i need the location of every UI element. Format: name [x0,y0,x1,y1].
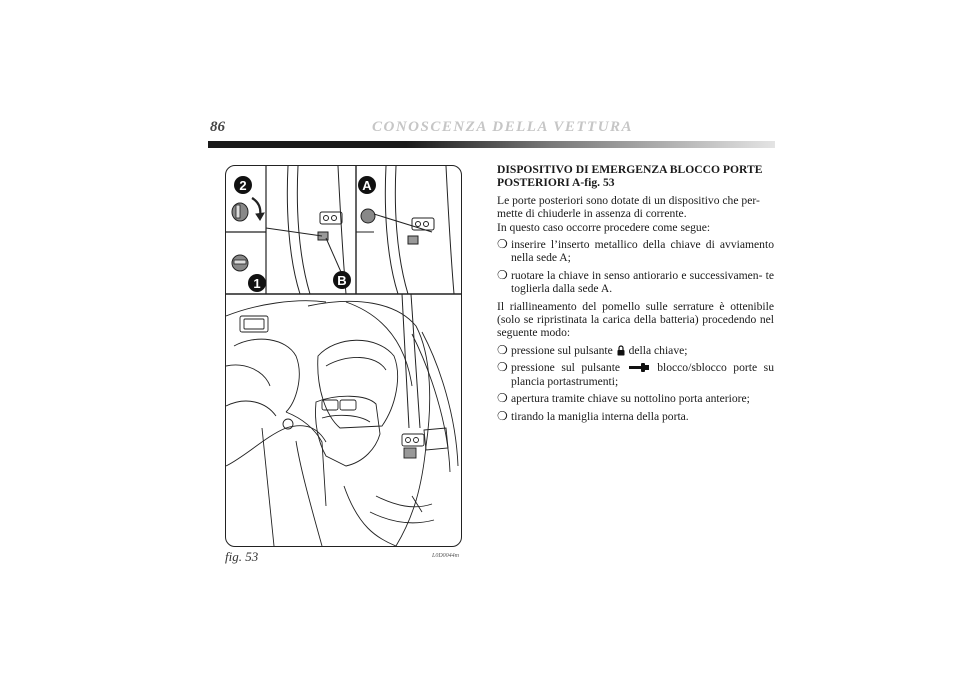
realign-step-1-after: della chiave; [628,343,688,357]
list-item [497,269,774,296]
figure-caption: fig. 53 [225,549,259,564]
step-text: inserire l’inserto metallico della chiave di avviamento nella sede A; [511,238,774,265]
intro-paragraph [497,194,774,234]
car-interior-view [226,301,458,546]
intro-line-1: Le porte posteriori sono dotate di un dispositivo che per- [497,193,760,207]
list-item [497,410,774,423]
callout-2-label: 2 [239,178,247,193]
bullet-icon: ❍ [497,267,508,282]
realign-step-2-before: pressione sul pulsante [511,361,621,375]
steps-list [497,238,774,296]
callout-a [358,176,376,194]
text-column [497,163,774,427]
realign-steps-list [497,344,774,423]
key-turn-inset [232,198,264,221]
padlock-icon [617,345,625,356]
callout-1-label: 1 [253,276,261,291]
callout-b [326,238,351,289]
realign-step-3: apertura tramite chiave su nottolino porta anteriore; [511,392,750,406]
door-edge-inset-left [266,166,346,294]
figure-illustration [225,165,462,547]
intro-line-2: mette di chiuderle in assenza di corrente. [497,207,687,221]
figure-code: L0D0044m [432,553,460,559]
step-text: ruotare la chiave in senso antiorario e successivamen- te toglierla dalla sede A. [511,268,774,296]
realign-step-4: tirando la maniglia interna della porta. [511,409,689,423]
bullet-icon: ❍ [497,237,508,252]
section-title [497,163,774,190]
bullet-icon: ❍ [497,342,508,357]
callout-1 [248,274,266,292]
title-line-2: POSTERIORI A-fig. 53 [497,176,615,190]
realign-step-1-before: pressione sul pulsante [511,343,613,357]
list-item [497,238,774,265]
callout-2 [234,176,252,194]
running-header: CONOSCENZA DELLA VETTURA [372,119,634,135]
bullet-icon: ❍ [497,391,508,406]
callout-a-label: A [362,178,372,193]
title-line-1: DISPOSITIVO DI EMERGENZA BLOCCO PORTE [497,163,763,176]
page-number: 86 [210,119,225,135]
bullet-icon: ❍ [497,408,508,423]
list-item [497,392,774,405]
callout-b-label: B [337,273,347,288]
realign-step-2-after: blocco/sblocco porte su plancia portastrumenti; [511,361,774,388]
door-lock-button-icon [628,362,650,373]
intro-line-3: In questo caso occorre procedere come segue: [497,220,711,234]
door-lock-illustration [226,166,461,546]
header-rule [208,141,775,148]
bullet-icon: ❍ [497,360,508,375]
key-insert-inset [232,255,248,271]
list-item [497,361,774,388]
realign-paragraph: Il riallineamento del pomello sulle serrature è ottenibile (solo se ripristinata la carica della batteria) procedendo nel seguente modo: [497,299,774,340]
list-item [497,344,774,357]
